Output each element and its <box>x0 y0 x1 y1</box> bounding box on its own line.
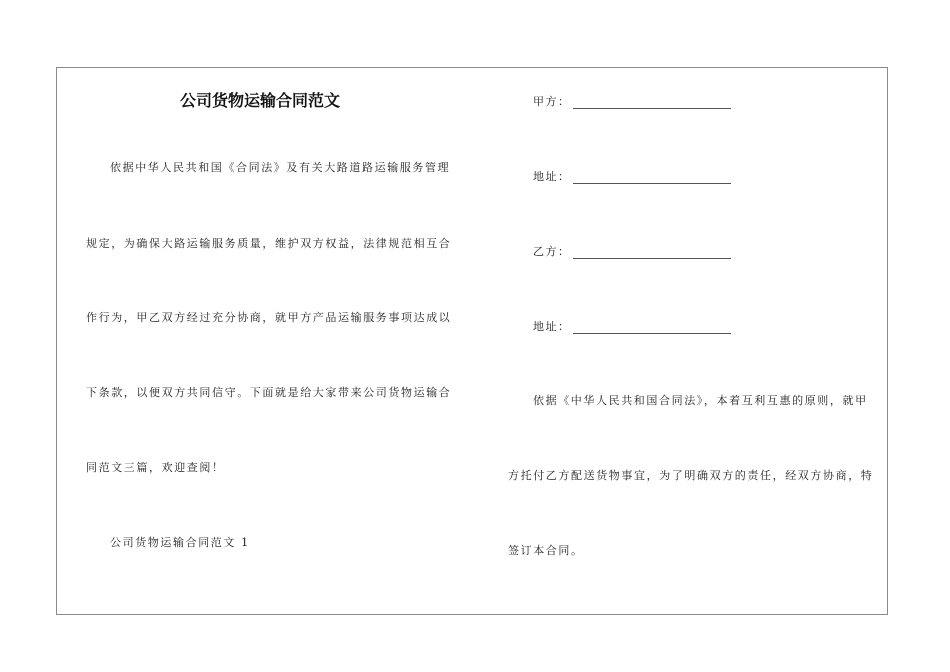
left-paragraph-line-3: 作行为，甲乙双方经过充分协商，就甲方产品运输服务事项达成以 <box>86 311 452 324</box>
party-b-address-blank <box>573 321 731 334</box>
party-b-blank <box>573 246 731 259</box>
right-paragraph-line-3: 签订本合同。 <box>508 544 584 557</box>
party-a-field <box>533 93 731 109</box>
left-paragraph-line-5: 同范文三篇，欢迎查阅！ <box>86 461 225 474</box>
left-paragraph-line-4: 下条款，以便双方共同信守。下面就是给大家带来公司货物运输合 <box>86 386 452 399</box>
party-b-field <box>533 243 731 259</box>
party-b-label: 乙方： <box>533 245 571 258</box>
party-a-address-field <box>533 168 731 184</box>
document-page <box>56 67 888 615</box>
left-paragraph-line-2: 规定，为确保大路运输服务质量，维护双方权益，法律规范相互合 <box>86 237 452 250</box>
party-b-address-field <box>533 318 731 334</box>
document-title: 公司货物运输合同范文 <box>179 91 340 110</box>
party-a-address-label: 地址： <box>533 170 571 183</box>
party-a-address-blank <box>573 171 731 184</box>
party-a-blank <box>573 96 731 109</box>
right-paragraph-line-1: 依据《中华人民共和国合同法》，本着互利互惠的原则，就甲 <box>533 394 868 407</box>
section-heading: 公司货物运输合同范文 1 <box>110 536 250 549</box>
right-paragraph-line-2: 方托付乙方配送货物事宜，为了明确双方的责任，经双方协商，特 <box>508 469 874 482</box>
party-b-address-label: 地址： <box>533 320 571 333</box>
party-a-label: 甲方： <box>533 95 571 108</box>
left-paragraph-line-1: 依据中华人民共和国《合同法》及有关大路道路运输服务管理 <box>110 161 451 174</box>
